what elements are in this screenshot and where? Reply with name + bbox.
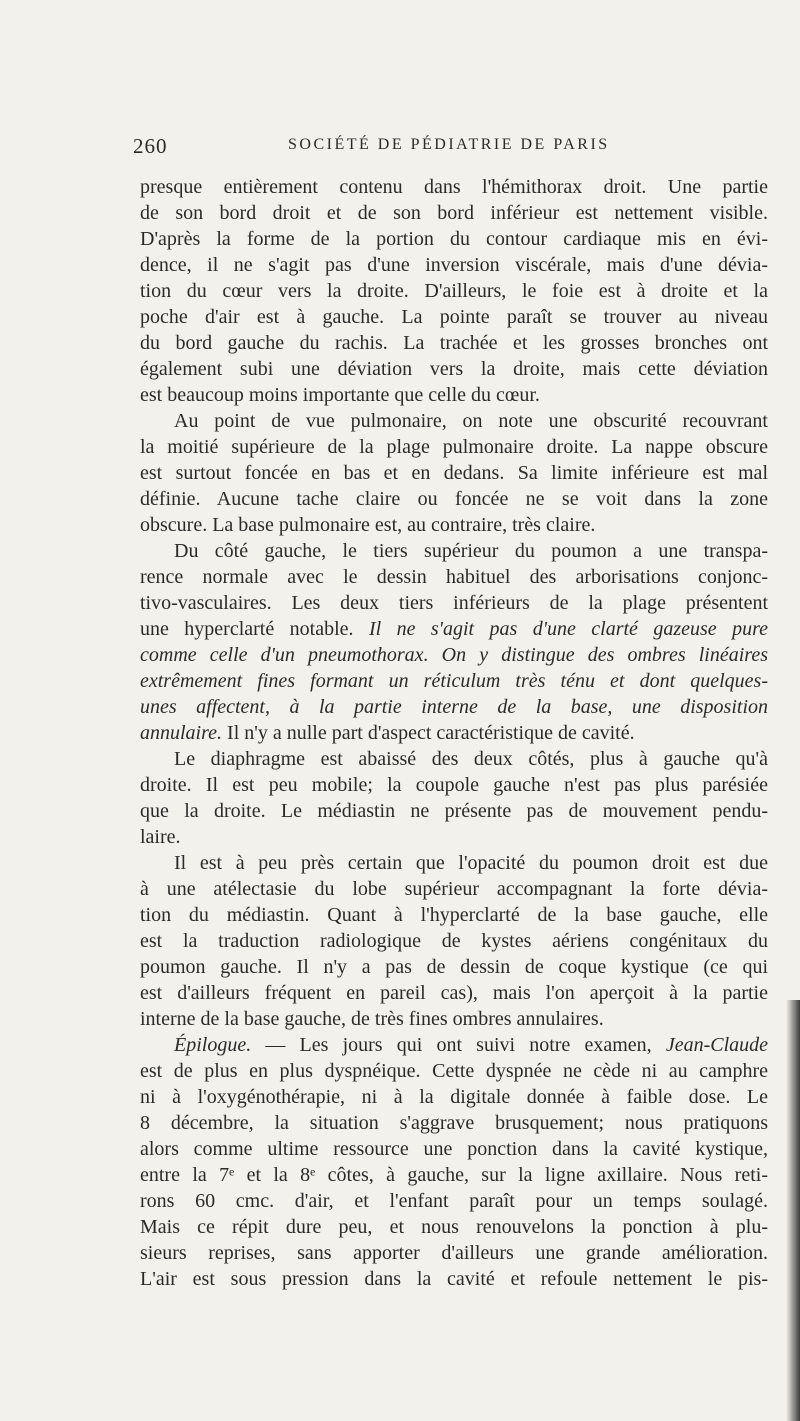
italic-span: extrêmement fines formant un réticulum très ténu et dont quelques- — [140, 670, 768, 692]
page-binding-shadow — [786, 1000, 800, 1421]
text-span: sieurs reprises, sans apporter d'ailleurs une grande amélioration. — [140, 1242, 768, 1264]
text-span: est beaucoup moins importante que celle du cœur. — [140, 384, 540, 406]
text-span: Du côté gauche, le tiers supérieur du poumon a une transpa- — [174, 540, 768, 562]
text-span: ni à l'oxygénothérapie, ni à la digitale donnée à faible dose. Le — [140, 1086, 768, 1108]
text-span: tivo-vasculaires. Les deux tiers inférieurs de la plage présentent — [140, 592, 768, 614]
text-line — [140, 330, 768, 356]
italic-span: comme celle d'un pneumothorax. On y distingue des ombres linéaires — [140, 644, 768, 666]
text-line — [140, 512, 768, 538]
page-header — [133, 134, 773, 158]
italic-span: annulaire. — [140, 722, 223, 744]
text-span: que la droite. Le médiastin ne présente pas de mouvement pendu- — [140, 800, 768, 822]
running-head: SOCIÉTÉ DE PÉDIATRIE DE PARIS — [288, 136, 610, 153]
text-span: dence, il ne s'agit pas d'une inversion viscérale, mais d'une dévia- — [140, 254, 768, 276]
text-line — [140, 720, 768, 746]
text-line — [140, 200, 768, 226]
text-span: L'air est sous pression dans la cavité et refoule nettement le pis- — [140, 1268, 768, 1290]
text-span: est de plus en plus dyspnéique. Cette dyspnée ne cède ni au camphre — [140, 1060, 768, 1082]
text-line — [140, 954, 768, 980]
text-span: Au point de vue pulmonaire, on note une obscurité recouvrant — [174, 410, 768, 432]
text-span: est d'ailleurs fréquent en pareil cas), mais l'on aperçoit à la partie — [140, 982, 768, 1004]
body-text — [140, 174, 768, 1292]
text-line — [140, 486, 768, 512]
text-span: Le diaphragme est abaissé des deux côtés, plus à gauche qu'à — [174, 748, 768, 770]
text-line — [140, 928, 768, 954]
text-span: obscure. La base pulmonaire est, au contraire, très claire. — [140, 514, 596, 536]
text-span: poumon gauche. Il n'y a pas de dessin de coque kystique (ce qui — [140, 956, 768, 978]
text-line — [140, 1006, 768, 1032]
text-line — [140, 564, 768, 590]
text-line — [140, 304, 768, 330]
text-line — [140, 1084, 768, 1110]
text-span: 8 décembre, la situation s'aggrave brusquement; nous pratiquons — [140, 1112, 768, 1134]
text-line — [140, 1110, 768, 1136]
text-span: est la traduction radiologique de kystes aériens congénitaux du — [140, 930, 768, 952]
text-span: est surtout foncée en bas et en dedans. Sa limite inférieure est mal — [140, 462, 768, 484]
text-line — [140, 642, 768, 668]
text-span: rence normale avec le dessin habituel des arborisations conjonc- — [140, 566, 768, 588]
italic-span: Il ne s'agit pas d'une clarté gazeuse pure — [368, 618, 768, 640]
text-line — [140, 460, 768, 486]
text-span: D'après la forme de la portion du contour cardiaque mis en évi- — [140, 228, 768, 250]
text-span: poche d'air est à gauche. La pointe paraît se trouver au niveau — [140, 306, 768, 328]
text-line — [140, 226, 768, 252]
text-span: Il n'y a nulle part d'aspect caractéristique de cavité. — [222, 722, 635, 744]
text-span: également subi une déviation vers la droite, mais cette déviation — [140, 358, 768, 380]
text-line — [140, 694, 768, 720]
page-number: 260 — [133, 134, 168, 158]
text-line — [140, 590, 768, 616]
text-span: laire. — [140, 826, 181, 848]
text-line — [140, 798, 768, 824]
text-span: du bord gauche du rachis. La trachée et les grosses bronches ont — [140, 332, 768, 354]
text-line — [140, 1032, 768, 1058]
text-line — [140, 538, 768, 564]
text-span: presque entièrement contenu dans l'hémithorax droit. Une partie — [140, 176, 768, 198]
text-line — [140, 174, 768, 200]
text-span: une hyperclarté notable. — [140, 618, 369, 640]
text-span: entre la 7ᵉ et la 8ᵉ côtes, à gauche, sur la ligne axillaire. Nous reti- — [140, 1164, 768, 1186]
text-span: définie. Aucune tache claire ou foncée ne se voit dans la zone — [140, 488, 768, 510]
text-line — [140, 1162, 768, 1188]
text-line — [140, 408, 768, 434]
italic-span: unes affectent, à la partie interne de la base, une disposition — [140, 696, 768, 718]
text-line — [140, 382, 768, 408]
text-line — [140, 1240, 768, 1266]
text-line — [140, 1188, 768, 1214]
text-line — [140, 772, 768, 798]
text-line — [140, 1058, 768, 1084]
italic-span: Jean-Claude — [665, 1034, 768, 1056]
text-line — [140, 746, 768, 772]
text-line — [140, 980, 768, 1006]
text-line — [140, 850, 768, 876]
text-line — [140, 1266, 768, 1292]
text-line — [140, 616, 768, 642]
text-span: tion du médiastin. Quant à l'hyperclarté de la base gauche, elle — [140, 904, 768, 926]
text-span: — Les jours qui ont suivi notre examen, — [251, 1034, 666, 1056]
text-line — [140, 824, 768, 850]
text-span: de son bord droit et de son bord inférieur est nettement visible. — [140, 202, 768, 224]
text-line — [140, 434, 768, 460]
text-span: la moitié supérieure de la plage pulmonaire droite. La nappe obscure — [140, 436, 768, 458]
text-span: alors comme ultime ressource une ponction dans la cavité kystique, — [140, 1138, 768, 1160]
text-line — [140, 278, 768, 304]
text-span: tion du cœur vers la droite. D'ailleurs, le foie est à droite et la — [140, 280, 768, 302]
text-line — [140, 876, 768, 902]
text-span: interne de la base gauche, de très fines ombres annulaires. — [140, 1008, 604, 1030]
text-span: Il est à peu près certain que l'opacité du poumon droit est due — [174, 852, 768, 874]
text-line — [140, 668, 768, 694]
text-line — [140, 356, 768, 382]
text-span: droite. Il est peu mobile; la coupole gauche n'est pas plus parésiée — [140, 774, 768, 796]
text-span: Mais ce répit dure peu, et nous renouvelons la ponction à plu- — [140, 1216, 768, 1238]
text-span: à une atélectasie du lobe supérieur accompagnant la forte dévia- — [140, 878, 768, 900]
text-line — [140, 902, 768, 928]
text-line — [140, 1136, 768, 1162]
text-line — [140, 252, 768, 278]
text-line — [140, 1214, 768, 1240]
italic-span: Épilogue. — [174, 1034, 252, 1056]
text-span: rons 60 cmc. d'air, et l'enfant paraît pour un temps soulagé. — [140, 1190, 768, 1212]
